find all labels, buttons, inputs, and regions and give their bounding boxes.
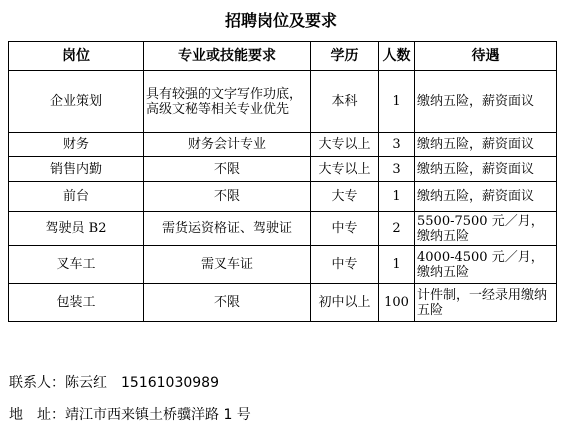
cell-count: 3 [379,157,415,182]
cell-count: 1 [379,182,415,212]
table-row [9,71,557,133]
cell-requirement: 不限 [144,284,311,322]
contact-phone: 15161030989 [121,375,219,391]
table-row [9,182,557,212]
cell-education: 本科 [311,71,379,133]
cell-education: 大专以上 [311,133,379,157]
cell-requirement: 不限 [144,157,311,182]
table-row [9,284,557,322]
table-row [9,212,557,246]
cell-position: 销售内勤 [9,157,144,182]
cell-count: 1 [379,246,415,284]
cell-education: 大专 [311,182,379,212]
address-label: 地 址： [9,407,65,423]
page-title: 招聘岗位及要求 [224,11,337,30]
header-benefits: 待遇 [415,42,557,71]
cell-requirement: 需货运资格证、驾驶证 [144,212,311,246]
cell-education: 初中以上 [311,284,379,322]
contact-name: 陈云红 [65,375,107,391]
header-count: 人数 [379,42,415,71]
cell-education: 大专以上 [311,157,379,182]
cell-count: 100 [379,284,415,322]
contact-line [9,372,219,392]
cell-benefits: 计件制，一经录用缴纳五险 [415,284,557,322]
cell-count: 1 [379,71,415,133]
cell-benefits: 缴纳五险，薪资面议 [415,182,557,212]
cell-position: 叉车工 [9,246,144,284]
address-value: 靖江市西来镇土桥骥洋路 1 号 [65,407,251,423]
table-header-row [9,42,557,71]
cell-position: 驾驶员 B2 [9,212,144,246]
cell-position: 前台 [9,182,144,212]
cell-requirement: 财务会计专业 [144,133,311,157]
header-requirement: 专业或技能要求 [144,42,311,71]
cell-benefits: 5500-7500 元／月，缴纳五险 [415,212,557,246]
cell-count: 3 [379,133,415,157]
table-row [9,133,557,157]
cell-requirement: 具有较强的文字写作功底，高级文秘等相关专业优先 [144,71,311,133]
recruitment-table [8,41,557,322]
cell-position: 包装工 [9,284,144,322]
cell-count: 2 [379,212,415,246]
cell-requirement: 需叉车证 [144,246,311,284]
address-line [9,404,251,424]
contact-label: 联系人： [9,375,65,391]
table-row [9,157,557,182]
cell-position: 财务 [9,133,144,157]
cell-benefits: 4000-4500 元／月，缴纳五险 [415,246,557,284]
header-position: 岗位 [9,42,144,71]
header-education: 学历 [311,42,379,71]
cell-position: 企业策划 [9,71,144,133]
cell-benefits: 缴纳五险，薪资面议 [415,157,557,182]
cell-education: 中专 [311,212,379,246]
cell-benefits: 缴纳五险，薪资面议 [415,133,557,157]
table-row [9,246,557,284]
cell-education: 中专 [311,246,379,284]
cell-requirement: 不限 [144,182,311,212]
cell-benefits: 缴纳五险，薪资面议 [415,71,557,133]
